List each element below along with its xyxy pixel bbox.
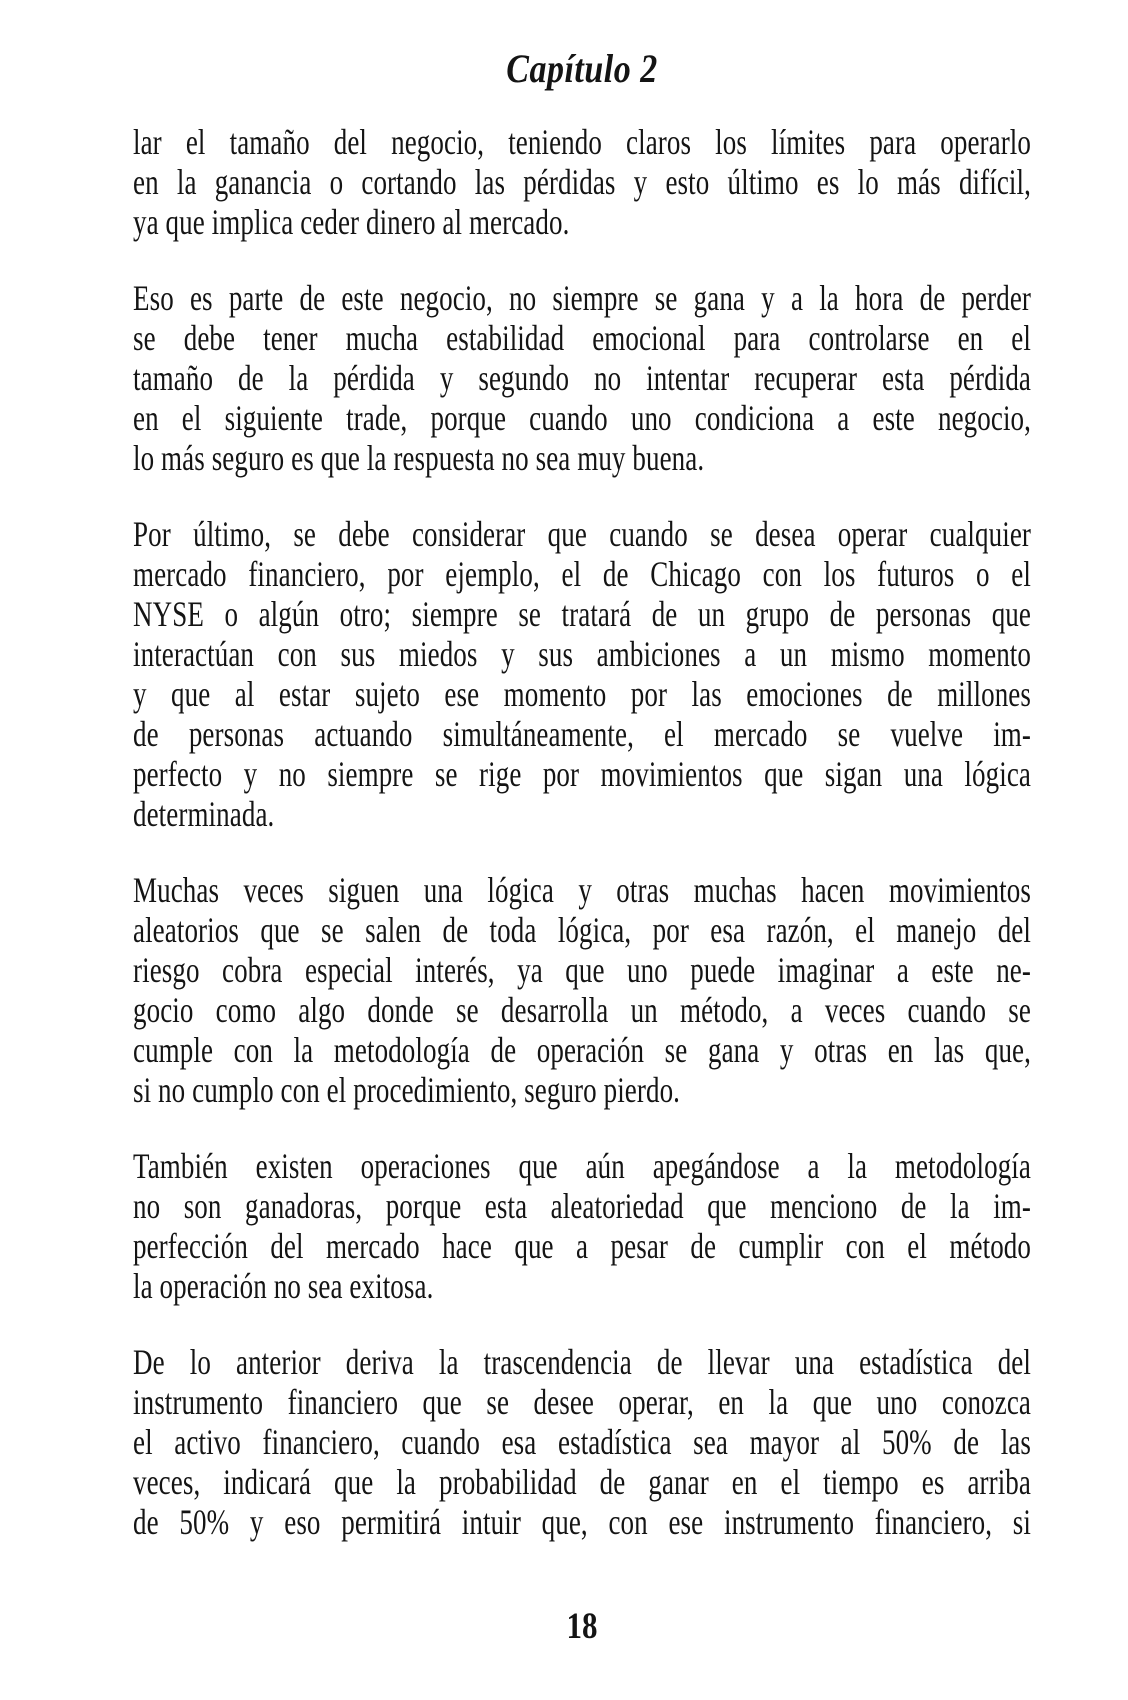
text-line: mercado financiero, por ejemplo, el de Chicago con los futuros o el — [133, 553, 1031, 595]
text-line: instrumento financiero que se desee operar, en la que uno conozca — [133, 1381, 1031, 1423]
text-line: gocio como algo donde se desarrolla un método, a veces cuando se — [133, 989, 1031, 1031]
page-body — [133, 122, 1031, 1578]
text-line: De lo anterior deriva la trascendencia de llevar una estadística del — [133, 1341, 1031, 1383]
text-line: se debe tener mucha estabilidad emocional para controlarse en el — [133, 317, 1031, 359]
text-line: aleatorios que se salen de toda lógica, por esa razón, el manejo del — [133, 909, 1031, 951]
text-line: Muchas veces siguen una lógica y otras muchas hacen movimientos — [133, 869, 1031, 911]
text-line: perfecto y no siempre se rige por movimientos que sigan una lógica — [133, 753, 1031, 795]
paragraph — [133, 122, 1031, 242]
text-line: la operación no sea exitosa. — [133, 1265, 434, 1307]
page-number: 18 — [566, 1604, 598, 1647]
text-line: NYSE o algún otro; siempre se tratará de un grupo de personas que — [133, 593, 1031, 635]
text-line: perfección del mercado hace que a pesar de cumplir con el método — [133, 1225, 1031, 1267]
text-line: riesgo cobra especial interés, ya que uno puede imaginar a este ne- — [133, 949, 1031, 991]
text-line: lar el tamaño del negocio, teniendo claros los límites para operarlo — [133, 121, 1031, 163]
text-line: de personas actuando simultáneamente, el mercado se vuelve im- — [133, 713, 1031, 755]
paragraph — [133, 870, 1031, 1110]
chapter-heading: Capítulo 2 — [506, 47, 658, 92]
text-line: veces, indicará que la probabilidad de ganar en el tiempo es arriba — [133, 1461, 1031, 1503]
text-line: Eso es parte de este negocio, no siempre se gana y a la hora de perder — [133, 277, 1031, 319]
text-line: tamaño de la pérdida y segundo no intentar recuperar esta pérdida — [133, 357, 1031, 399]
text-line: ya que implica ceder dinero al mercado. — [133, 201, 570, 243]
text-line: También existen operaciones que aún apegándose a la metodología — [133, 1145, 1031, 1187]
text-line: determinada. — [133, 793, 275, 835]
text-line: y que al estar sujeto ese momento por las emociones de millones — [133, 673, 1031, 715]
paragraph — [133, 1342, 1031, 1542]
paragraph — [133, 1146, 1031, 1306]
text-line: de 50% y eso permitirá intuir que, con ese instrumento financiero, si — [133, 1501, 1031, 1543]
text-line: Por último, se debe considerar que cuando se desea operar cualquier — [133, 513, 1031, 555]
text-line: interactúan con sus miedos y sus ambiciones a un mismo momento — [133, 633, 1031, 675]
text-line: lo más seguro es que la respuesta no sea muy buena. — [133, 437, 705, 479]
text-line: no son ganadoras, porque esta aleatoriedad que menciono de la im- — [133, 1185, 1031, 1227]
text-line: cumple con la metodología de operación se gana y otras en las que, — [133, 1029, 1031, 1071]
text-line: en el siguiente trade, porque cuando uno condiciona a este negocio, — [133, 397, 1031, 439]
text-line: el activo financiero, cuando esa estadística sea mayor al 50% de las — [133, 1421, 1031, 1463]
paragraph — [133, 514, 1031, 834]
text-line: en la ganancia o cortando las pérdidas y esto último es lo más difícil, — [133, 161, 1031, 203]
text-line: si no cumplo con el procedimiento, seguro pierdo. — [133, 1069, 681, 1111]
paragraph — [133, 278, 1031, 478]
